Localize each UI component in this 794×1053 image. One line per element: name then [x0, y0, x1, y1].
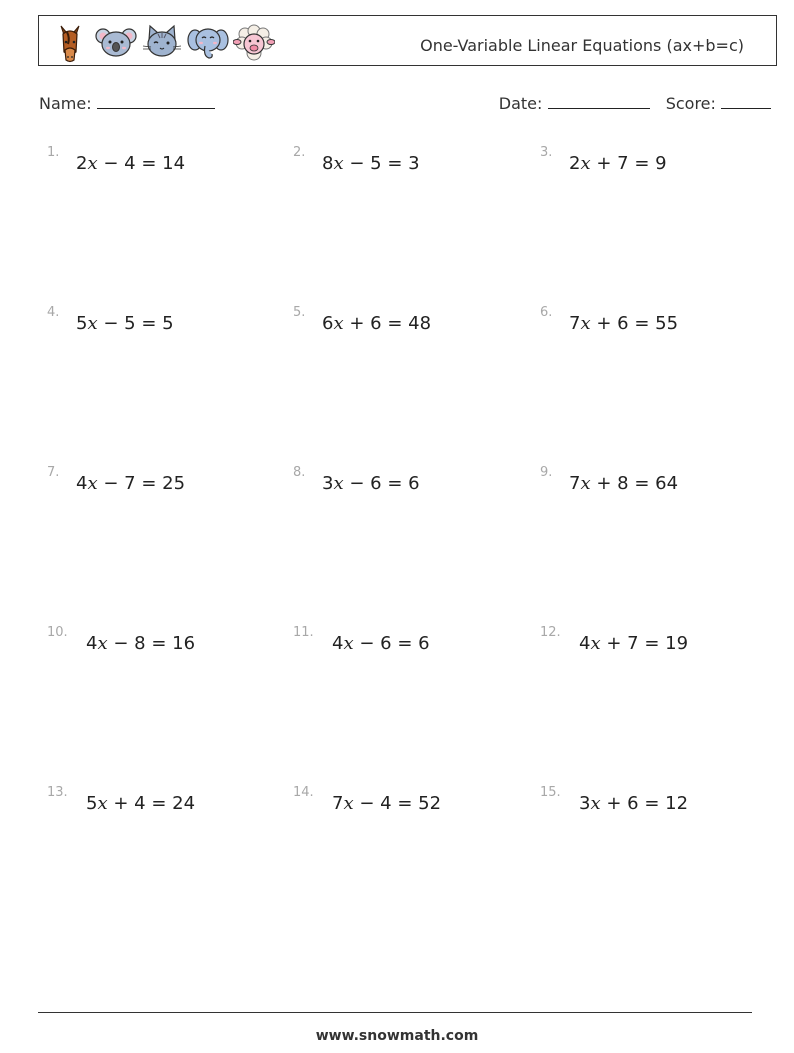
coefficient: 7	[569, 473, 581, 494]
problem-equation: 3x + 6 = 12	[579, 793, 689, 814]
variable: x	[580, 473, 591, 494]
footer-url: www.snowmath.com	[315, 1028, 479, 1044]
constant: 5	[370, 153, 382, 174]
variable: x	[97, 793, 108, 814]
operator: +	[596, 153, 612, 174]
coefficient: 5	[86, 793, 98, 814]
problem-equation: 5x − 5 = 5	[76, 313, 174, 334]
operator: +	[349, 313, 365, 334]
coefficient: 3	[322, 473, 334, 494]
variable: x	[343, 633, 354, 654]
operator: −	[113, 633, 129, 654]
variable: x	[590, 633, 601, 654]
horse-icon	[49, 20, 91, 64]
operator: −	[103, 473, 119, 494]
variable: x	[343, 793, 354, 814]
variable: x	[87, 473, 98, 494]
variable: x	[590, 793, 601, 814]
coefficient: 4	[76, 473, 88, 494]
variable: x	[87, 313, 98, 334]
result: 64	[655, 473, 679, 494]
constant: 7	[124, 473, 136, 494]
elephant-icon	[187, 20, 229, 64]
coefficient: 5	[76, 313, 88, 334]
problem-equation: 7x − 4 = 52	[332, 793, 442, 814]
result: 14	[162, 153, 186, 174]
worksheet-header	[38, 15, 777, 66]
problem-number: 10.	[47, 625, 68, 640]
problem-equation: 4x − 8 = 16	[86, 633, 196, 654]
problem-equation: 8x − 5 = 3	[322, 153, 420, 174]
operator: +	[596, 473, 612, 494]
problem-equation: 7x + 6 = 55	[569, 313, 679, 334]
result: 5	[162, 313, 174, 334]
problem-equation: 2x − 4 = 14	[76, 153, 186, 174]
problem-equation: 5x + 4 = 24	[86, 793, 196, 814]
operator: −	[359, 633, 375, 654]
variable: x	[333, 473, 344, 494]
operator: +	[113, 793, 129, 814]
result: 6	[418, 633, 430, 654]
result: 24	[172, 793, 196, 814]
problem-number: 6.	[540, 305, 553, 320]
animal-icons	[49, 20, 275, 64]
coefficient: 4	[332, 633, 344, 654]
result: 16	[172, 633, 196, 654]
constant: 8	[617, 473, 629, 494]
score-label: Score:	[665, 94, 716, 113]
coefficient: 3	[579, 793, 591, 814]
problem-number: 11.	[293, 625, 314, 640]
operator: +	[606, 793, 622, 814]
date-blank[interactable]	[548, 94, 650, 109]
operator: +	[606, 633, 622, 654]
problem-equation: 4x − 7 = 25	[76, 473, 186, 494]
operator: −	[359, 793, 375, 814]
constant: 6	[370, 473, 382, 494]
problem-number: 1.	[47, 145, 60, 160]
constant: 6	[370, 313, 382, 334]
coefficient: 4	[86, 633, 98, 654]
koala-icon	[95, 20, 137, 64]
constant: 4	[134, 793, 146, 814]
constant: 5	[124, 313, 136, 334]
problem-equation: 2x + 7 = 9	[569, 153, 667, 174]
score-blank[interactable]	[721, 94, 771, 109]
coefficient: 7	[332, 793, 344, 814]
constant: 6	[627, 793, 639, 814]
problem-equation: 4x − 6 = 6	[332, 633, 430, 654]
result: 25	[162, 473, 186, 494]
constant: 4	[124, 153, 136, 174]
problem-number: 12.	[540, 625, 561, 640]
problem-number: 13.	[47, 785, 68, 800]
result: 55	[655, 313, 679, 334]
result: 52	[418, 793, 442, 814]
constant: 7	[617, 153, 629, 174]
coefficient: 4	[579, 633, 591, 654]
worksheet-title: One-Variable Linear Equations (ax+b=c)	[420, 36, 744, 55]
date-label: Date:	[498, 94, 543, 113]
constant: 7	[627, 633, 639, 654]
problem-equation: 7x + 8 = 64	[569, 473, 679, 494]
variable: x	[580, 313, 591, 334]
result: 48	[408, 313, 432, 334]
operator: −	[349, 153, 365, 174]
result: 12	[665, 793, 689, 814]
problem-equation: 3x − 6 = 6	[322, 473, 420, 494]
problem-equation: 6x + 6 = 48	[322, 313, 432, 334]
date-score-fields	[499, 94, 771, 113]
result: 6	[408, 473, 420, 494]
problem-number: 9.	[540, 465, 553, 480]
problem-equation: 4x + 7 = 19	[579, 633, 689, 654]
problem-number: 3.	[540, 145, 553, 160]
coefficient: 8	[322, 153, 334, 174]
constant: 4	[380, 793, 392, 814]
problem-number: 7.	[47, 465, 60, 480]
operator: +	[596, 313, 612, 334]
constant: 6	[380, 633, 392, 654]
coefficient: 2	[76, 153, 88, 174]
cat-icon	[141, 20, 183, 64]
problem-number: 14.	[293, 785, 314, 800]
coefficient: 6	[322, 313, 334, 334]
variable: x	[87, 153, 98, 174]
problem-number: 4.	[47, 305, 60, 320]
problem-number: 2.	[293, 145, 306, 160]
coefficient: 7	[569, 313, 581, 334]
constant: 6	[617, 313, 629, 334]
sheep-icon	[233, 20, 275, 64]
variable: x	[97, 633, 108, 654]
operator: −	[349, 473, 365, 494]
variable: x	[333, 313, 344, 334]
problem-number: 5.	[293, 305, 306, 320]
constant: 8	[134, 633, 146, 654]
variable: x	[580, 153, 591, 174]
result: 19	[665, 633, 689, 654]
result: 3	[408, 153, 420, 174]
coefficient: 2	[569, 153, 581, 174]
result: 9	[655, 153, 667, 174]
problem-number: 15.	[540, 785, 561, 800]
name-blank[interactable]	[97, 94, 215, 109]
problem-number: 8.	[293, 465, 306, 480]
name-field[interactable]	[39, 94, 215, 113]
name-label: Name:	[39, 94, 92, 113]
footer-divider	[38, 1012, 752, 1013]
operator: −	[103, 313, 119, 334]
variable: x	[333, 153, 344, 174]
operator: −	[103, 153, 119, 174]
